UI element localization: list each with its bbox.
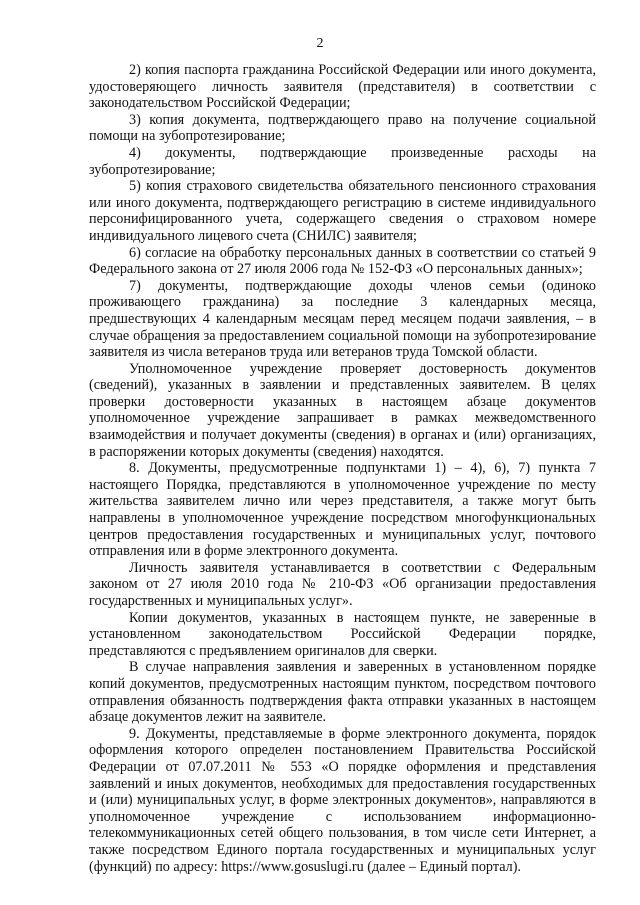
paragraph-clause-9: 9. Документы, представляемые в форме электронного документа, порядок оформления которого определен постановлением Правительства Российской Федерации от 07.07.2011 № 553 «О порядке оформления и представления заявлений и иных документов, необходимых для предоставления государственных и (или) муниципальных услуг, в форме электронных документов», направляются в уполномоченное учреждение с использованием информационно-телекоммуникационных сетей общего пользования, в том числе сети Интернет, а также посредством Единого портала государственных и муниципальных услуг (функций) по адресу: https://www.gosuslugi.ru (далее – Единый портал).: [89, 725, 596, 875]
paragraph-item-5: 5) копия страхового свидетельства обязательного пенсионного страхования или иного документа, подтверждающего регистрацию в системе индивидуального персонифицированного учета, содержащего сведения о страховом номере индивидуального лицевого счета (СНИЛС) заявителя;: [89, 178, 596, 244]
paragraph-item-4: 4) документы, подтверждающие произведенные расходы на зубопротезирование;: [89, 144, 596, 178]
paragraph-copies: Копии документов, указанных в настоящем пункте, не заверенные в установленном законодательством Российской Федерации порядке, представляются с предъявлением оригиналов для сверки.: [89, 609, 596, 659]
paragraph-item-7: 7) документы, подтверждающие доходы членов семьи (одиноко проживающего гражданина) за последние 3 календарных месяца, предшествующих 4 календарным месяцам перед месяцем подачи заявления, – в случае обращения за предоставлением социальной помощи на зубопротезирование заявителя из числа ветеранов труда или ветеранов труда Томской области.: [89, 277, 596, 361]
paragraph-postal: В случае направления заявления и заверенных в установленном порядке копий документов, предусмотренных настоящим пунктом, посредством почтового отправления обязанность подтверждения факта отправки указанных в настоящем абзаце документов лежит на заявителе.: [89, 659, 596, 726]
paragraph-item-3: 3) копия документа, подтверждающего право на получение социальной помощи на зубопротезирование;: [89, 111, 596, 145]
paragraph-item-2: 2) копия паспорта гражданина Российской Федерации или иного документа, удостоверяющего личность заявителя (представителя) в соответствии с законодательством Российской Федерации;: [89, 62, 596, 112]
paragraph-verification: Уполномоченное учреждение проверяет достоверность документов (сведений), указанных в заявлении и представленных заявителем. В целях проверки достоверности указанных в настоящем абзаце документов уполномоченное учреждение запрашивает в рамках межведомственного взаимодействия и получает документы (сведения) в органах и (или) организациях, в распоряжении которых документы (сведения) находятся.: [89, 360, 596, 460]
paragraph-identity: Личность заявителя устанавливается в соответствии с Федеральным законом от 27 июля 2010 года № 210-ФЗ «Об организации предоставления государственных и муниципальных услуг».: [89, 559, 596, 609]
paragraph-item-6: 6) согласие на обработку персональных данных в соответствии со статьей 9 Федерального закона от 27 июля 2006 года № 152-ФЗ «О персональных данных»;: [89, 244, 596, 278]
paragraph-clause-8: 8. Документы, предусмотренные подпунктами 1) – 4), 6), 7) пункта 7 настоящего Порядка, представляются в уполномоченное учреждение по месту жительства заявителем лично или через представителя, а также могут быть направлены в уполномоченное учреждение посредством многофункциональных центров предоставления государственных и муниципальных услуг, почтового отправления или в форме электронного документа.: [89, 460, 596, 560]
page-number: 2: [316, 36, 324, 51]
document-body: [89, 62, 596, 875]
